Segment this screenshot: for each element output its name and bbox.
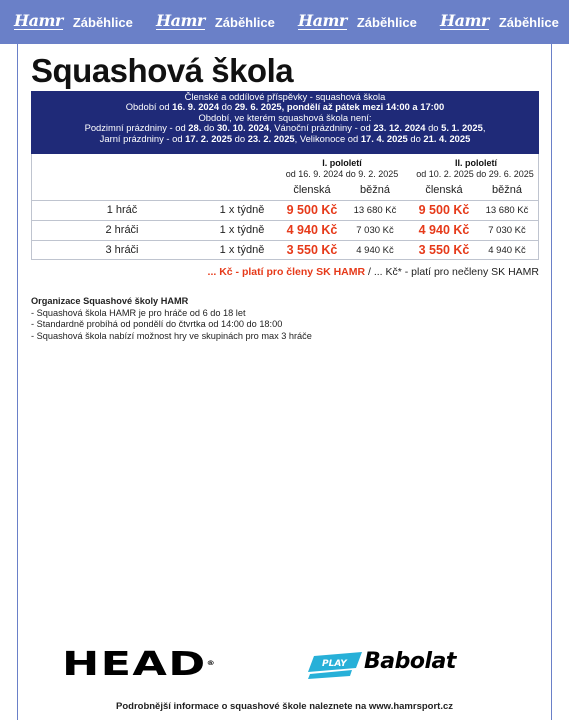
list-item: - Standardně probíhá od pondělí do čtvrtka od 14:00 do 18:00 [31, 319, 283, 329]
top-bar [0, 0, 569, 44]
price-regular: 4 940 Kč [356, 245, 394, 256]
banner-line: Období, ve kterém squashová škola není: [198, 111, 372, 123]
footer-text: Podrobnější informace o squashové škole naleznete na www.hamrsport.cz [116, 701, 453, 712]
period1-heading: I. pololetí [322, 158, 362, 168]
organization-section [31, 296, 312, 342]
brand-hamr-zabehlice [142, 11, 284, 30]
hamr-logo: Hamr [298, 11, 347, 30]
hamr-logo: Hamr [440, 11, 489, 30]
babolat-wordmark: Babolat [364, 649, 456, 674]
location-label: Záběhlice [498, 14, 559, 30]
info-banner [31, 91, 539, 154]
organization-heading: Organizace Squashové školy HAMR [31, 296, 189, 306]
location-label: Záběhlice [72, 14, 133, 30]
head-logo: HEAD® [62, 644, 217, 683]
table-row [32, 220, 538, 240]
players-cell: 2 hráči [105, 224, 139, 236]
period2-heading: II. pololetí [455, 158, 497, 168]
list-item: - Squashová škola HAMR je pro hráče od 6 do 18 let [31, 307, 246, 318]
price-regular: 7 030 Kč [356, 225, 394, 236]
banner-line: Období od 16. 9. 2024 do 29. 6. 2025, pondělí až pátek mezi 14:00 a 17:00 [125, 101, 445, 113]
price-regular: 13 680 Kč [485, 205, 529, 216]
location-label: Záběhlice [214, 14, 275, 30]
legend-member: ... Kč - platí pro členy SK HAMR [207, 266, 366, 278]
price-member: 4 940 Kč [418, 223, 470, 237]
price-member: 3 550 Kč [286, 243, 338, 257]
babolat-play-icon [306, 650, 364, 680]
players-cell: 3 hráči [105, 244, 139, 256]
hamr-logo: Hamr [156, 11, 205, 30]
sponsor-logos [0, 640, 569, 690]
col-regular: běžná [360, 184, 390, 196]
price-regular: 4 940 Kč [488, 245, 526, 256]
price-regular: 13 680 Kč [353, 205, 397, 216]
price-member: 3 550 Kč [418, 243, 470, 257]
table-row [32, 240, 538, 260]
price-table [31, 154, 539, 260]
players-cell: 1 hráč [106, 204, 138, 216]
brand-hamr-zabehlice [426, 11, 568, 30]
legend-separator: / [365, 266, 374, 278]
frequency-cell: 1 x týdně [219, 244, 265, 256]
babolat-logo [306, 645, 506, 685]
frequency-cell: 1 x týdně [219, 224, 265, 236]
frequency-cell: 1 x týdně [219, 204, 265, 216]
page-title: Squashová škola [31, 52, 294, 89]
col-member: členská [293, 184, 331, 196]
price-member: 9 500 Kč [286, 203, 338, 217]
banner-line: Jarní prázdniny - od 17. 2. 2025 do 23. 2. 2025, Velikonoce od 17. 4. 2025 do 21. 4. 2025 [99, 132, 471, 144]
hamr-logo: Hamr [14, 11, 63, 30]
brand-hamr-zabehlice [0, 11, 142, 30]
col-regular: běžná [492, 184, 522, 196]
table-row [32, 200, 538, 220]
col-member: členská [425, 184, 463, 196]
price-regular: 7 030 Kč [488, 225, 526, 236]
price-legend [208, 266, 539, 278]
price-member: 4 940 Kč [286, 223, 338, 237]
banner-line: Členské a oddílové příspěvky - squashová škola [184, 91, 386, 102]
price-member: 9 500 Kč [418, 203, 470, 217]
legend-non-member: ... Kč* - platí pro nečleny SK HAMR [373, 266, 539, 278]
period2-dates: od 10. 2. 2025 do 29. 6. 2025 [416, 169, 534, 179]
svg-text:PLAY: PLAY [322, 659, 347, 669]
list-item: - Squashová škola nabízí možnost hry ve skupinách pro max 3 hráče [31, 330, 312, 341]
banner-line: Podzimní prázdniny - od 28. do 30. 10. 2024, Vánoční prázdniny - od 23. 12. 2024 do 5. 1. 2025, [84, 122, 486, 134]
location-label: Záběhlice [356, 14, 417, 30]
brand-hamr-zabehlice [284, 11, 426, 30]
period1-dates: od 16. 9. 2024 do 9. 2. 2025 [285, 169, 399, 179]
